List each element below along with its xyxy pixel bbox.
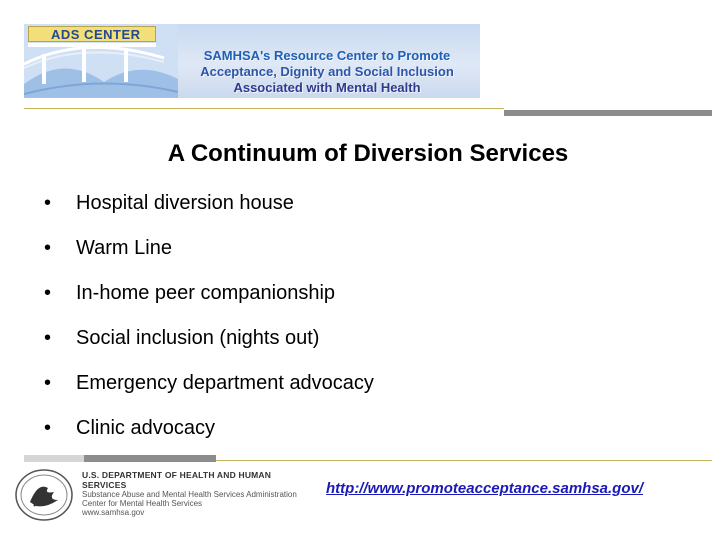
bullet-marker: • bbox=[44, 282, 52, 304]
bullet-text: In-home peer companionship bbox=[76, 282, 336, 304]
bullet-text: Warm Line bbox=[76, 237, 172, 259]
header-accent-bar bbox=[504, 110, 712, 116]
banner-line-2: Acceptance, Dignity and Social Inclusion bbox=[200, 64, 454, 79]
footer-divider bbox=[216, 460, 712, 461]
bullet-marker: • bbox=[44, 327, 52, 349]
bullet-text: Hospital diversion house bbox=[76, 192, 294, 214]
bullet-text: Social inclusion (nights out) bbox=[76, 327, 320, 349]
banner-line-1: SAMHSA's Resource Center to Promote bbox=[203, 48, 451, 63]
hhs-website: www.samhsa.gov bbox=[82, 508, 145, 517]
footer-url-link[interactable]: http://www.promoteacceptance.samhsa.gov/ bbox=[326, 480, 644, 497]
hhs-eagle-seal-icon bbox=[14, 468, 76, 522]
hhs-department-name: U.S. DEPARTMENT OF HEALTH AND HUMAN SERVICES bbox=[82, 470, 272, 490]
footer-accent-bar bbox=[24, 455, 216, 462]
hhs-center-name: Center for Mental Health Services bbox=[82, 499, 203, 508]
banner-heading bbox=[174, 48, 480, 96]
header-banner bbox=[24, 24, 480, 98]
ads-logo-tagline-strip bbox=[28, 43, 156, 47]
bullet-marker: • bbox=[44, 192, 52, 214]
bullet-text: Emergency department advocacy bbox=[76, 372, 374, 394]
ads-center-logo: ADS CENTER bbox=[28, 26, 156, 42]
bullet-text: Clinic advocacy bbox=[76, 417, 215, 439]
bullet-marker: • bbox=[44, 417, 52, 439]
bullet-marker: • bbox=[44, 372, 52, 394]
hhs-agency-name: Substance Abuse and Mental Health Services Administration bbox=[82, 490, 297, 499]
banner-line-3: Associated with Mental Health bbox=[233, 80, 421, 95]
hhs-logo-block bbox=[10, 466, 300, 524]
header-divider bbox=[24, 108, 504, 109]
bullet-marker: • bbox=[44, 237, 52, 259]
slide-title: A Continuum of Diversion Services bbox=[167, 140, 569, 167]
hhs-text bbox=[82, 470, 298, 517]
